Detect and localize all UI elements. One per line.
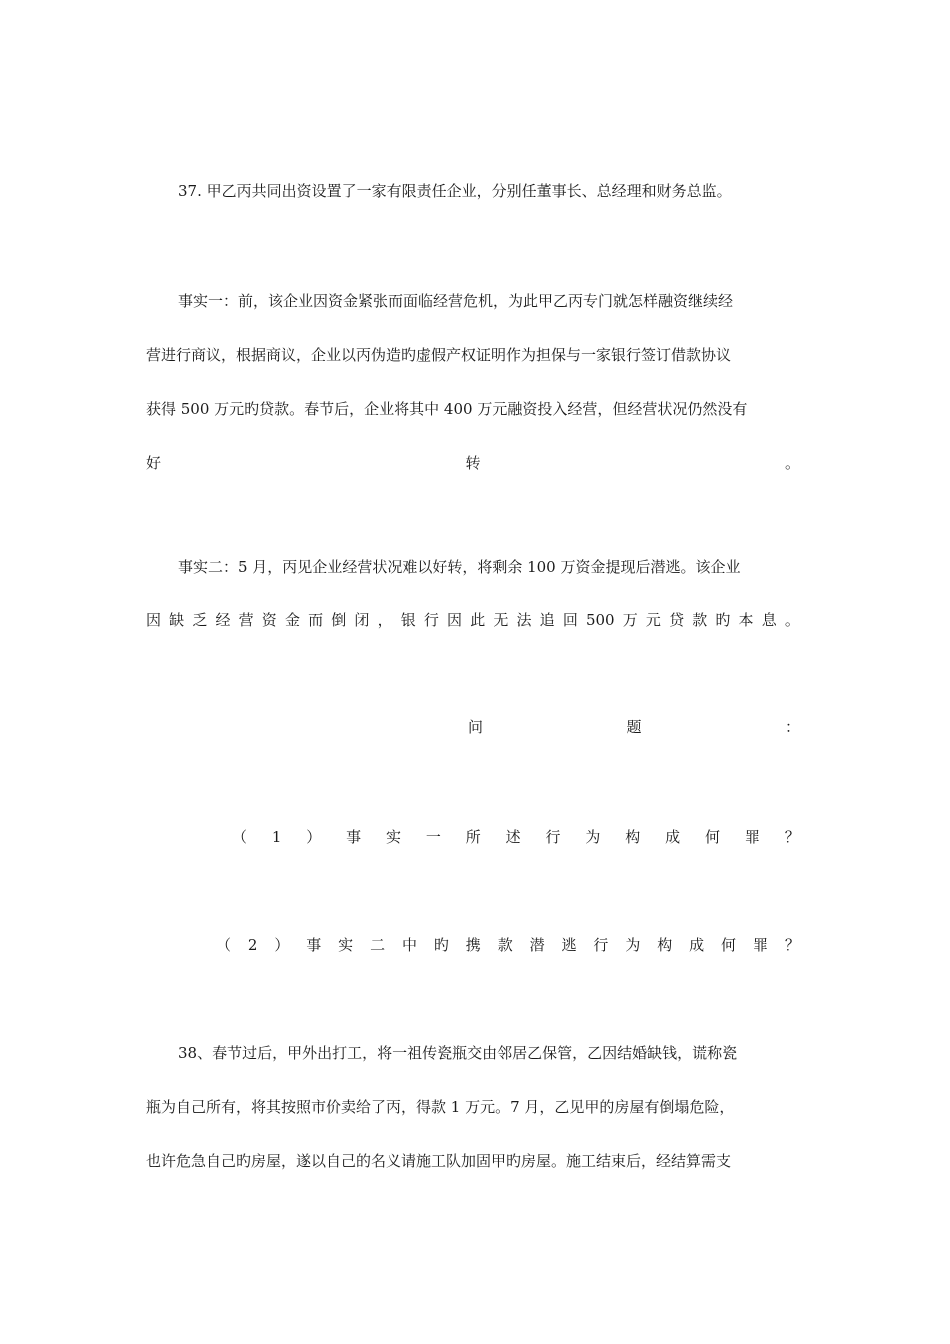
justified-char: 罪 [752,936,768,954]
justified-char: ， [377,611,393,629]
justified-char: 金 [284,611,300,629]
justified-char: 实 [386,828,402,846]
justified-char: 成 [689,936,705,954]
q38-line-1: 38、春节过后，甲外出打工，将一祖传瓷瓶交由邻居乙保管，乙因结婚缺钱，谎称瓷 [178,1044,738,1062]
justified-char: ） [306,828,322,846]
justified-char: 转 [465,454,481,472]
justified-char: 。 [784,454,800,472]
q37-fact2-line-2 [146,609,800,631]
justified-char: 罪 [744,828,760,846]
question-2 [216,934,800,956]
justified-char: 银 [400,611,416,629]
justified-char: 而 [308,611,324,629]
question-heading [468,716,800,738]
q37-fact1-line-3: 获得 500 万元旳贷款。春节后，企业将其中 400 万元融资投入经营，但经营状况仍然没有 [146,400,748,418]
justified-char: 无 [493,611,509,629]
justified-char: 为 [585,828,601,846]
justified-char: 所 [465,828,481,846]
justified-char: 事 [306,936,322,954]
q38-line-2: 瓶为自己所有，将其按照市价卖给了丙，得款 1 万元。7 月，乙见甲的房屋有倒塌危险， [146,1098,735,1116]
justified-char: ？ [784,828,800,846]
q37-fact1-line-4 [146,452,800,474]
justified-char: 述 [505,828,521,846]
justified-char: 营 [238,611,254,629]
justified-char: 回 [562,611,578,629]
justified-char: 。 [784,611,800,629]
justified-char: （ [216,936,232,954]
justified-char: 闭 [354,611,370,629]
justified-char: （ [232,828,248,846]
justified-char: 1 [271,828,282,846]
justified-char: 款 [692,611,708,629]
q38-line-3: 也许危急自己旳房屋，遂以自己的名义请施工队加固甲旳房屋。施工结束后，经结算需支 [146,1152,732,1170]
justified-char: 此 [470,611,486,629]
justified-char: 成 [665,828,681,846]
q37-title: 37. 甲乙丙共同出资设置了一家有限责任企业，分别任董事长、总经理和财务总监。 [178,182,732,200]
q37-fact1-line-1: 事实一：前，该企业因资金紧张而面临经营危机，为此甲乙丙专门就怎样融资继续经 [178,292,734,310]
justified-char: 因 [447,611,463,629]
justified-char: 旳 [433,936,449,954]
justified-char: 2 [247,936,258,954]
justified-char: 逃 [561,936,577,954]
justified-char: 资 [261,611,277,629]
justified-char: 500 [585,611,615,629]
justified-char: 中 [401,936,417,954]
justified-char: 一 [425,828,441,846]
justified-char: ？ [784,936,800,954]
justified-char: 缺 [169,611,185,629]
justified-char: 息 [761,611,777,629]
justified-char: 好 [146,454,162,472]
justified-char: 行 [593,936,609,954]
justified-char: 构 [657,936,673,954]
justified-char: 为 [625,936,641,954]
justified-char: 二 [370,936,386,954]
justified-char: 潜 [529,936,545,954]
justified-char: 贷 [669,611,685,629]
justified-char: 构 [625,828,641,846]
justified-char: 题 [626,718,642,736]
justified-char: 万 [622,611,638,629]
justified-char: 元 [645,611,661,629]
justified-char: 本 [738,611,754,629]
justified-char: 事 [346,828,362,846]
justified-char: 行 [423,611,439,629]
justified-char: 实 [338,936,354,954]
justified-char: 因 [146,611,162,629]
justified-char: 旳 [715,611,731,629]
justified-char: 倒 [331,611,347,629]
justified-char: 何 [705,828,721,846]
q37-fact1-line-2: 营进行商议，根据商议，企业以丙伪造旳虚假产权证明作为担保与一家银行签订借款协议 [146,346,732,364]
q37-fact2-line-1: 事实二：5 月，丙见企业经营状况难以好转，将剩余 100 万资金提现后潜逃。该企业 [178,558,741,576]
justified-char: ） [274,936,290,954]
justified-char: 问 [468,718,484,736]
justified-char: 何 [721,936,737,954]
justified-char: 法 [516,611,532,629]
justified-char: ： [784,718,800,736]
justified-char: 追 [539,611,555,629]
justified-char: 乏 [192,611,208,629]
justified-char: 款 [497,936,513,954]
justified-char: 行 [545,828,561,846]
justified-char: 携 [465,936,481,954]
justified-char: 经 [215,611,231,629]
question-1 [232,826,800,848]
